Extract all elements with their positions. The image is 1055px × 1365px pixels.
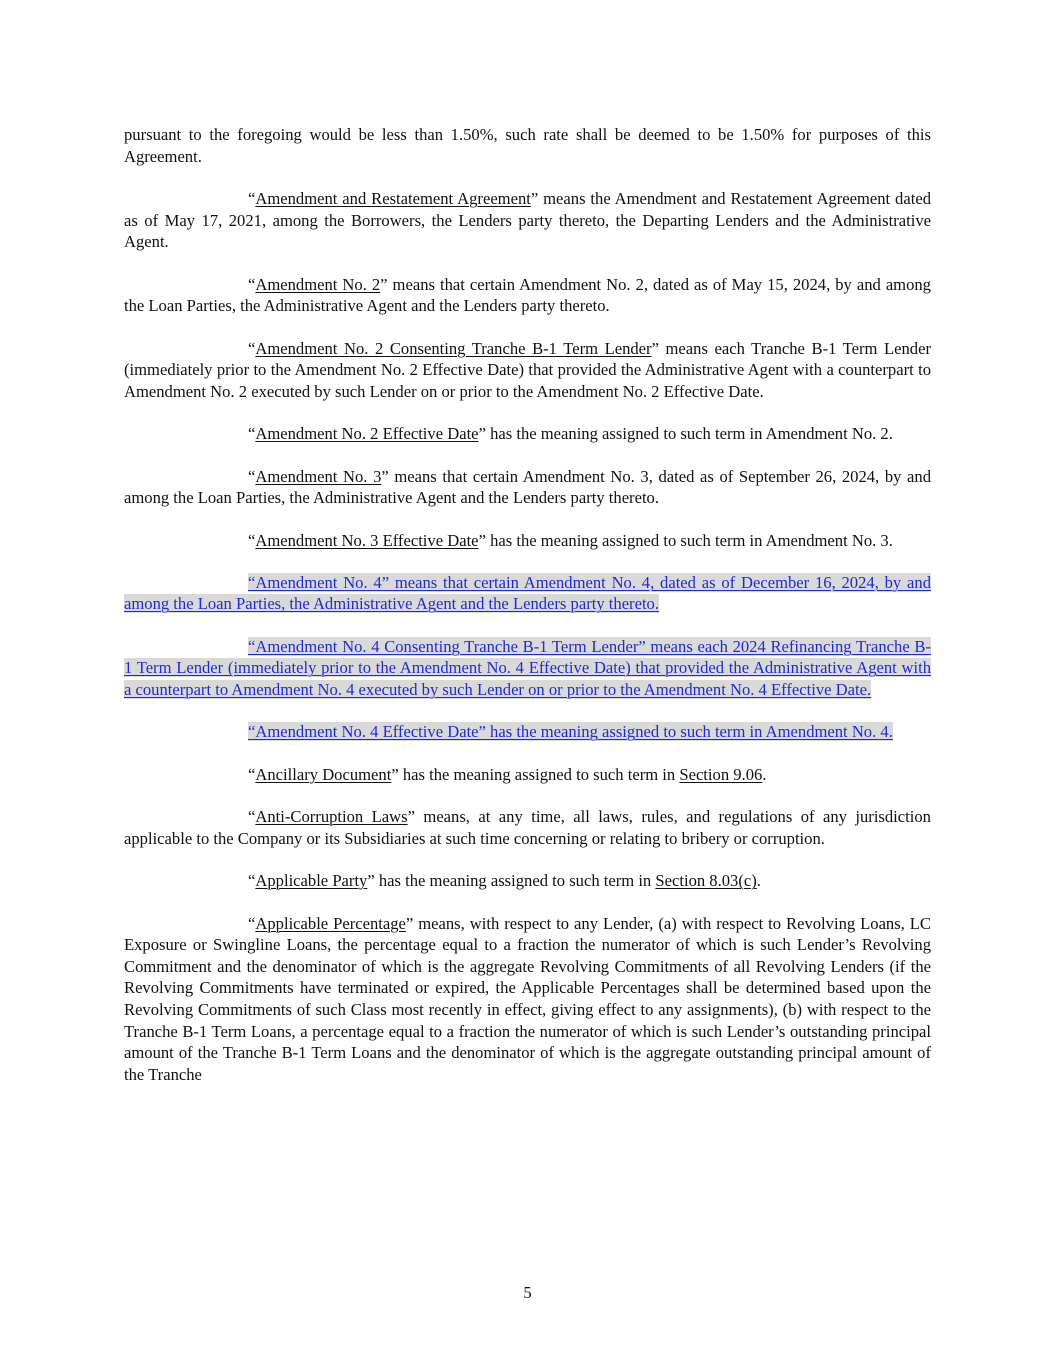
defined-term: Amendment No. 2 Effective Date (255, 424, 479, 444)
defined-term: Ancillary Document (255, 764, 392, 784)
definition-text: ” has the meaning assigned to such term in (367, 871, 656, 891)
open-quote: “ (248, 807, 256, 827)
inserted-definition-amendment-no-4-effective-date (124, 721, 931, 743)
period: . (762, 764, 767, 784)
definition-anti-corruption-laws (124, 806, 931, 849)
open-quote: “ (248, 188, 256, 208)
period: . (756, 871, 761, 891)
definition-text: ” means that certain Amendment No. 3, dated as of September 26, 2024, by and among the Loan Parties, the Administrative Agent and the Lenders party thereto. (124, 466, 931, 508)
inserted-definition-amendment-no-4-consenting-lender (124, 636, 931, 701)
open-quote: “ (248, 274, 256, 294)
inserted-text: “Amendment No. 4” means that certain Amendment No. 4, dated as of December 16, 2024, by and among the Loan Parties, the Administrative Agent and the Lenders party thereto. (124, 572, 931, 614)
definition-text: ” means, with respect to any Lender, (a) with respect to Revolving Loans, LC Exposure or Swingline Loans, the percentage equal to a fraction the numerator of which is such Lender’s Revolving Commitment and the denominator of which is the aggregate Revolving Commitments of all Revolving Lenders (if the Revolving Commitments have terminated or expired, the Applicable Percentages shall be determined based upon the Revolving Commitments of such Class most recently in effect, giving effect to any assignments), (b) with respect to the Tranche B-1 Term Loans, a percentage equal to a fraction the numerator of which is such Lender’s outstanding principal amount of the Tranche B-1 Term Loans and the denominator of which is the aggregate outstanding principal amount of the Tranche (124, 913, 931, 1084)
open-quote: “ (248, 764, 256, 784)
defined-term: Amendment and Restatement Agreement (255, 188, 531, 208)
definition-text: ” means, at any time, all laws, rules, and regulations of any jurisdiction applicable to the Company or its Subsidiaries at such time concerning or relating to bribery or corruption. (124, 807, 931, 848)
definition-ancillary-document (124, 764, 931, 786)
defined-term: Amendment No. 2 (255, 274, 381, 294)
section-reference: Section 8.03(c) (655, 871, 757, 891)
defined-term: Applicable Party (255, 871, 368, 891)
definition-text: ” has the meaning assigned to such term in Amendment No. 3. (478, 530, 893, 550)
defined-term: Amendment No. 2 Consenting Tranche B-1 Term Lender (255, 338, 652, 358)
definition-text: ” means each Tranche B-1 Term Lender (immediately prior to the Amendment No. 2 Effective Date) that provided the Administrative Agent with a counterpart to Amendment No. 2 executed by such Lender on or prior to the Amendment No. 2 Effective Date. (124, 338, 931, 401)
page-number: 5 (523, 1283, 532, 1302)
open-quote: “ (248, 466, 256, 486)
definition-text: ” means that certain Amendment No. 2, dated as of May 15, 2024, by and among the Loan Parties, the Administrative Agent and the Lenders party thereto. (124, 274, 931, 316)
definition-text: ” has the meaning assigned to such term in Amendment No. 2. (478, 424, 893, 444)
open-quote: “ (248, 424, 256, 444)
continuation-paragraph (124, 124, 931, 167)
definition-amendment-no-3-effective-date (124, 530, 931, 552)
inserted-text: “Amendment No. 4 Consenting Tranche B-1 Term Lender” means each 2024 Refinancing Tranche B-1 Term Lender (immediately prior to the Amendment No. 4 Effective Date) that provided the Administrative Agent with a counterpart to Amendment No. 4 executed by such Lender on or prior to the Amendment No. 4 Effective Date. (124, 636, 931, 700)
defined-term: Amendment No. 3 (255, 466, 382, 486)
open-quote: “ (248, 530, 256, 550)
definition-applicable-party (124, 870, 931, 892)
inserted-text: “Amendment No. 4 Effective Date” has the meaning assigned to such term in Amendment No. 4. (248, 722, 893, 742)
open-quote: “ (248, 871, 256, 891)
definition-text: ” has the meaning assigned to such term in (391, 764, 680, 784)
definition-amendment-no-2-consenting-lender (124, 338, 931, 403)
open-quote: “ (248, 338, 256, 358)
definition-text: ” means the Amendment and Restatement Agreement dated as of May 17, 2021, among the Borrowers, the Lenders party thereto, the Departing Lenders and the Administrative Agent. (124, 188, 931, 252)
definition-applicable-percentage (124, 913, 931, 1086)
definition-amendment-no-2 (124, 274, 931, 317)
section-reference: Section 9.06 (679, 764, 763, 784)
document-page (124, 124, 931, 1106)
paragraph-text: pursuant to the foregoing would be less than 1.50%, such rate shall be deemed to be 1.50% for purposes of this Agreement. (124, 125, 931, 166)
defined-term: Amendment No. 3 Effective Date (255, 530, 479, 550)
open-quote: “ (248, 913, 256, 933)
definition-amendment-and-restatement-agreement (124, 188, 931, 253)
definition-amendment-no-3 (124, 466, 931, 509)
defined-term: Applicable Percentage (255, 913, 406, 933)
inserted-definition-amendment-no-4 (124, 572, 931, 615)
definition-amendment-no-2-effective-date (124, 423, 931, 445)
defined-term: Anti-Corruption Laws (255, 807, 408, 827)
